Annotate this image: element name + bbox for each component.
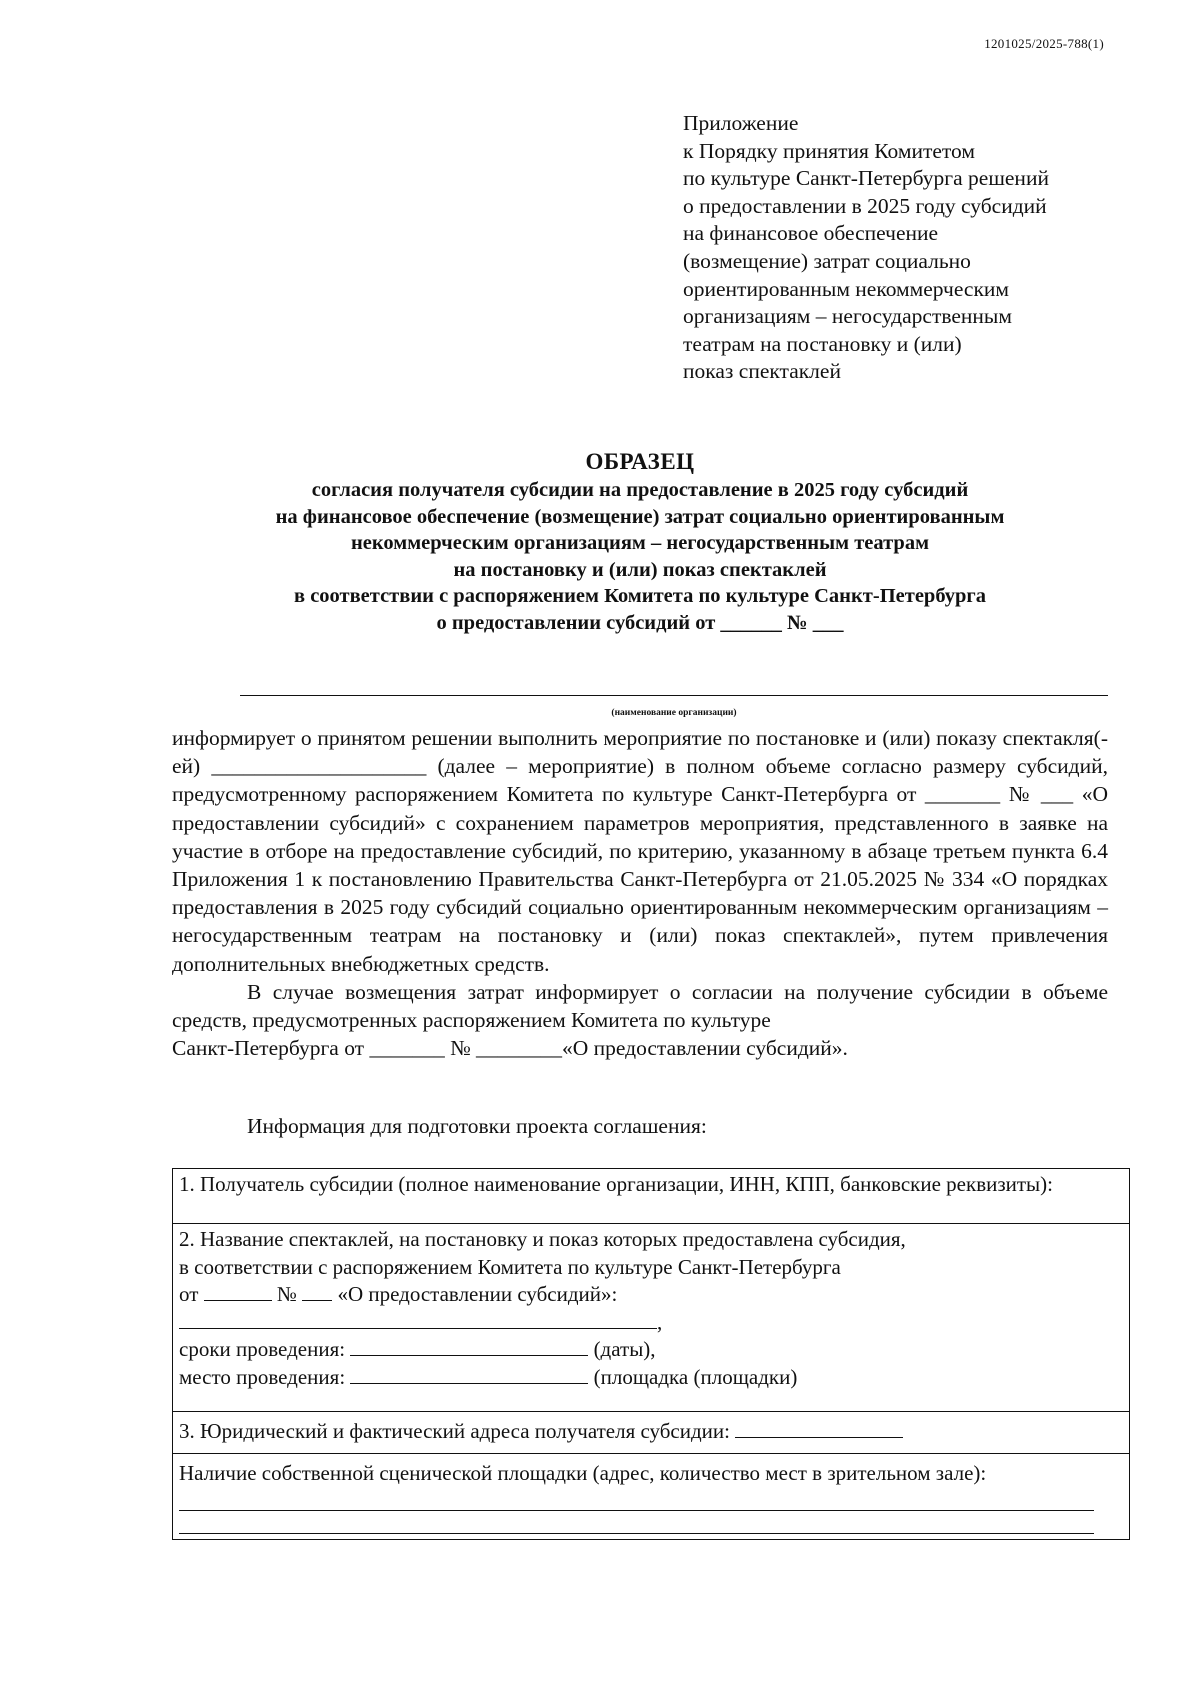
title-line: о предоставлении субсидий от ______ № ___ <box>436 611 844 634</box>
performances-order-line <box>179 1281 1119 1309</box>
title-line: в соответствии с распоряжением Комитета по культуре Санкт-Петербурга <box>294 585 986 607</box>
info-heading: Информация для подготовки проекта соглашения: <box>247 1114 707 1138</box>
appendix-line: показ спектаклей <box>683 359 841 384</box>
organization-name-caption: (наименование организации) <box>611 708 737 718</box>
table-row-stage[interactable] <box>173 1453 1129 1539</box>
appendix-line: к Порядку принятия Комитетом <box>683 138 975 163</box>
dates-line <box>179 1336 1119 1364</box>
performances-line: в соответствии с распоряжением Комитета по культуре Санкт-Петербурга <box>179 1254 841 1279</box>
body-text <box>172 724 1108 1062</box>
appendix-line: (возмещение) затрат социально <box>683 248 971 273</box>
recipient-label: 1. Получатель субсидии (полное наименование организации, ИНН, КПП, банковские реквизиты): <box>179 1172 1053 1196</box>
order-from-label: от <box>179 1282 199 1306</box>
dates-suffix: (даты), <box>593 1337 656 1361</box>
appendix-line: ориентированным некоммерческим <box>683 276 1010 301</box>
document-title <box>120 447 1160 636</box>
place-field[interactable] <box>350 1365 588 1384</box>
table-row-performances[interactable] <box>173 1223 1129 1411</box>
appendix-line: организациям – негосударственным <box>683 304 1012 329</box>
title-line: на финансовое обеспечение (возмещение) затрат социально ориентированным <box>275 505 1005 528</box>
appendix-line: о предоставлении в 2025 году субсидий <box>683 193 1047 218</box>
stage-field-line[interactable] <box>179 1488 1094 1511</box>
place-label: место проведения: <box>179 1364 346 1389</box>
order-date-field[interactable] <box>204 1282 272 1301</box>
agreement-info-table <box>172 1168 1130 1540</box>
organization-name-field[interactable] <box>240 695 1108 696</box>
title-main: ОБРАЗЕЦ <box>585 449 695 474</box>
dates-field[interactable] <box>350 1337 588 1356</box>
table-row-addresses[interactable] <box>173 1411 1129 1453</box>
order-number-label: № <box>276 1282 297 1306</box>
appendix-block <box>683 110 1123 386</box>
performances-name-line <box>179 1309 1119 1337</box>
place-suffix: (площадка (площадки) <box>593 1364 798 1389</box>
appendix-line: театрам на постановку и (или) <box>683 331 962 356</box>
appendix-line: на финансовое обеспечение <box>683 221 939 246</box>
stage-field-line[interactable] <box>179 1511 1094 1534</box>
title-line: на постановку и (или) показ спектаклей <box>453 558 827 581</box>
addresses-field[interactable] <box>735 1419 903 1438</box>
comma: , <box>657 1309 663 1334</box>
appendix-line: по культуре Санкт-Петербурга решений <box>683 166 1049 191</box>
place-line <box>179 1364 1119 1392</box>
document-id: 1201025/2025-788(1) <box>984 36 1104 51</box>
paragraph-reimbursement: В случае возмещения затрат информирует о согласии на получение субсидии в объеме средств, предусмотренных распоряжением Комитета по культуре <box>172 979 1108 1033</box>
addresses-label: 3. Юридический и фактический адреса получателя субсидии: <box>179 1419 730 1443</box>
paragraph-reimbursement-end: Санкт-Петербурга от _______ № ________«О предоставлении субсидий». <box>172 1036 848 1061</box>
performance-names-field[interactable] <box>179 1310 657 1329</box>
title-line: некоммерческим организациям – негосударственным театрам <box>350 532 930 554</box>
order-number-field[interactable] <box>302 1282 332 1301</box>
appendix-line: Приложение <box>683 111 799 135</box>
table-row-recipient[interactable] <box>173 1169 1129 1223</box>
order-title: «О предоставлении субсидий»: <box>337 1282 618 1306</box>
dates-label: сроки проведения: <box>179 1337 346 1361</box>
title-line: согласия получателя субсидии на предоставление в 2025 году субсидий <box>311 479 969 501</box>
stage-label: Наличие собственной сценической площадки (адрес, количество мест в зрительном зале): <box>179 1461 987 1485</box>
paragraph-decision: информирует о принятом решении выполнить мероприятие по постановке и (или) показу спектакля(-ей) ____________________ (далее – мероприятие) в полном объеме согласно размеру субсидий, предусмотренному распоряжением Комитета по культуре Санкт-Петербурга от _______ № ___ «О предоставлении субсидий» с сохранением параметров мероприятия, представленного в заявке на участие в отборе на предоставление субсидий, по критерию, указанному в абзаце третьем пункта 6.4 Приложения 1 к постановлению Правительства Санкт-Петербурга от 21.05.2025 № 334 «О порядках предоставления в 2025 году субсидий социально ориентированным некоммерческим организациям – негосударственным театрам на постановку и (или) показ спектаклей», путем привлечения дополнительных внебюджетных средств. <box>172 726 1108 976</box>
performances-line: 2. Название спектаклей, на постановку и показ которых предоставлена субсидия, <box>179 1227 906 1251</box>
